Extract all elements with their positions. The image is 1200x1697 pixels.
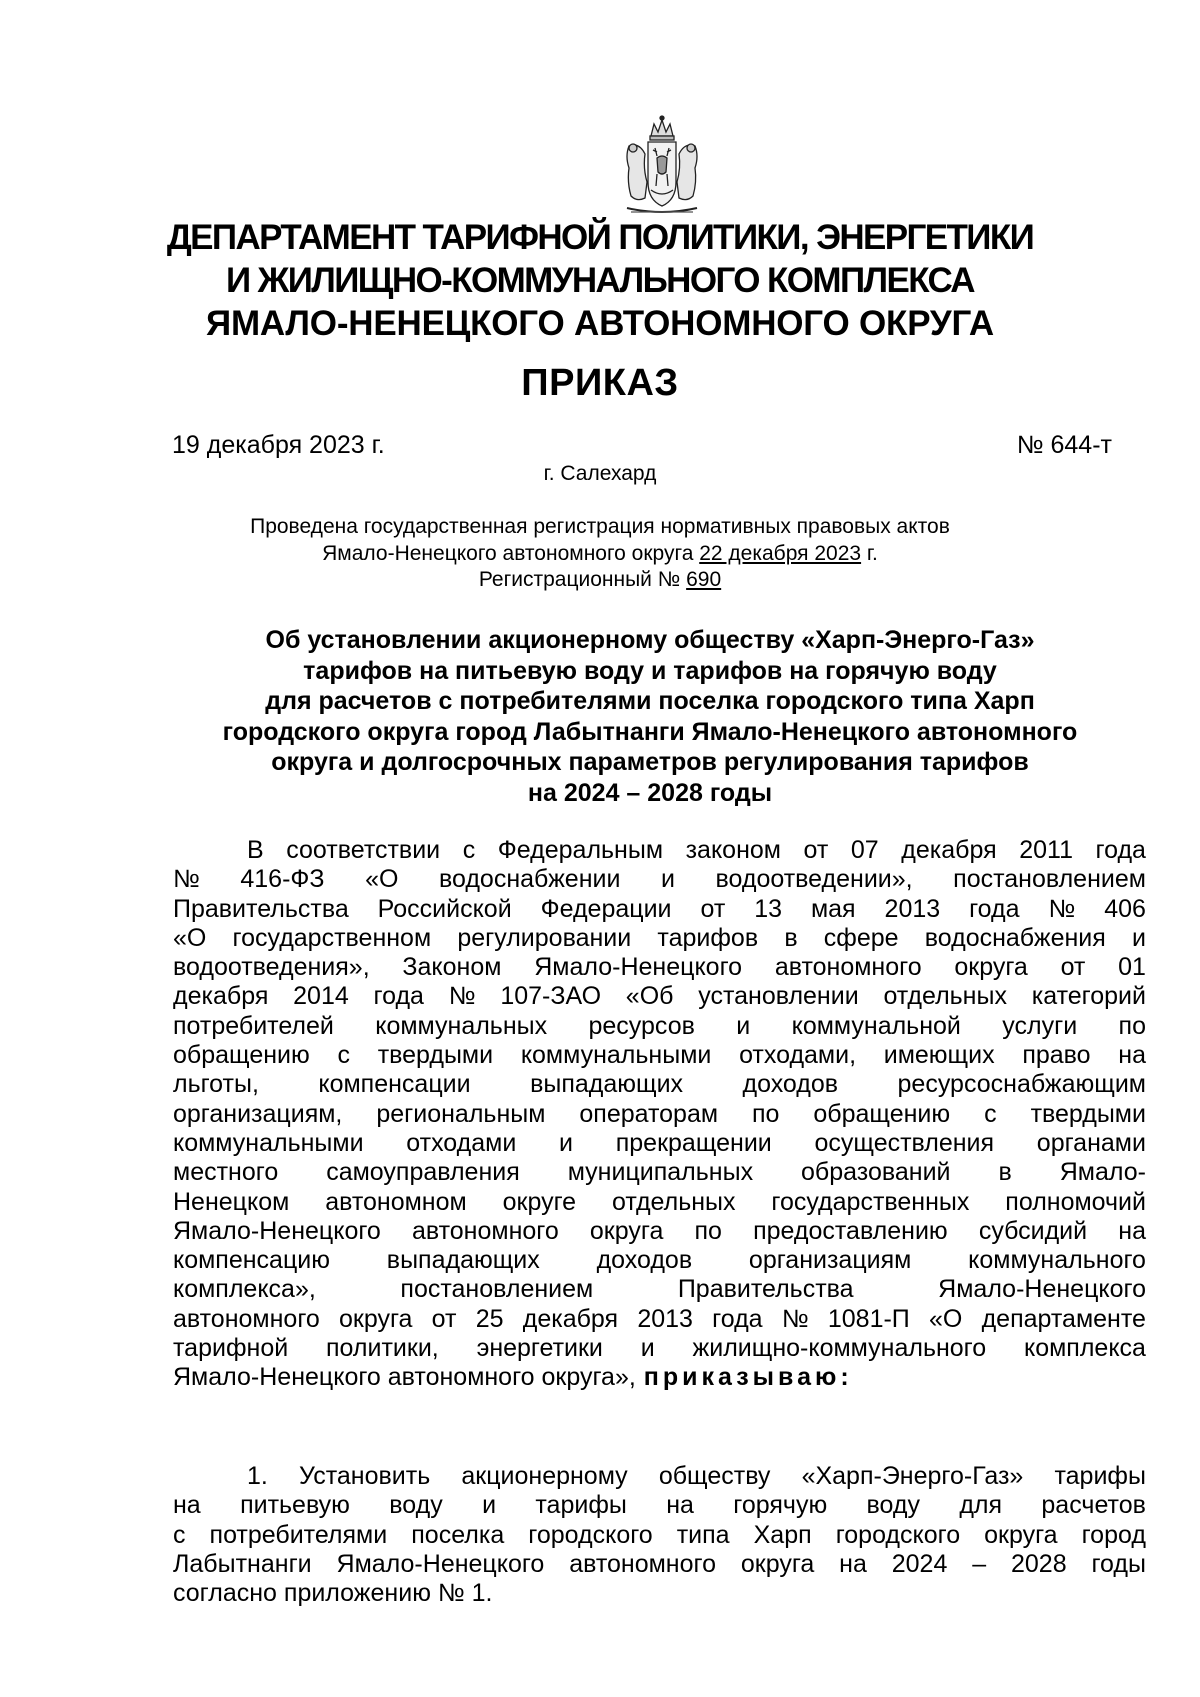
word: расчетов [1041,1491,1146,1520]
word: с [984,1099,997,1128]
paragraph-last-line [173,1579,1146,1608]
paragraph-line [173,1012,1146,1041]
paragraph-line [173,982,1146,1011]
paragraph-line [173,1217,1146,1246]
word: право [1022,1041,1091,1070]
word: декабря [173,982,269,1011]
order-date: 19 декабря 2023 г. [172,431,385,459]
word: мая [810,894,856,923]
word: на [839,1549,867,1578]
word: комплекса», [173,1275,316,1304]
word: потребителями [209,1520,388,1549]
word: 25 [475,1304,504,1333]
paragraph-line [173,924,1146,953]
word: от [431,1304,457,1333]
word: 2013 [637,1304,693,1333]
word: коммунальными [520,1041,712,1070]
word: коммунального [968,1246,1146,1275]
word: № [1048,894,1076,923]
word: государственном [232,923,432,952]
word: 13 [754,894,783,923]
word: Правительства [173,894,349,923]
word: округа [954,953,1028,982]
word: «Об [625,982,674,1011]
word: постановлением [953,865,1146,894]
word: департаменте [981,1304,1146,1333]
word: на [666,1491,694,1520]
word: и [482,1491,497,1520]
word: коммунальными [173,1128,364,1157]
department-line-2: И ЖИЛИЩНО-КОММУНАЛЬНОГО КОМПЛЕКСА [226,261,974,300]
last-line-text: согласно приложению № 1. [173,1579,493,1608]
word: водоотведении», [715,865,913,894]
word: обращению [173,1041,310,1070]
word: по [694,1216,722,1245]
word: город [1081,1520,1146,1549]
word: Лабытнанги [173,1549,312,1578]
order-subject [160,625,1140,808]
word: округе [502,1187,577,1216]
word: обращению [813,1099,951,1128]
subject-line: тарифов на питьевую воду и тарифов на горячую воду [303,656,997,685]
word: органами [1036,1128,1146,1157]
word: по [1118,1011,1146,1040]
order-item-1-paragraph [173,1462,1146,1608]
word: воду [866,1491,920,1520]
word: коммунальной [791,1011,961,1040]
paragraph-line [173,1070,1146,1099]
word: на [1118,1216,1146,1245]
word: 107-ЗАО [500,982,602,1011]
paragraph-line [173,1305,1146,1334]
word: горячую [733,1491,828,1520]
word: обществу [658,1462,771,1490]
word: воду [389,1491,443,1520]
word: отходами [406,1128,517,1157]
word: региональным [376,1099,546,1128]
word: отдельных [883,982,1007,1011]
word: 1. [247,1462,268,1490]
paragraph-line [173,1129,1146,1158]
word: водоснабжения [924,923,1106,952]
word: года [373,982,424,1011]
word: ресурсов [588,1011,695,1040]
word: потребителей [173,1011,334,1040]
word: № [448,982,476,1011]
word: Российской [377,894,512,923]
word: № [781,1304,809,1333]
word: твердыми [1030,1099,1146,1128]
word: «О [365,865,399,894]
word: 2011 [1019,836,1073,864]
word: округа [589,1216,664,1245]
word: полномочий [1005,1187,1146,1216]
paragraph-line [173,1334,1146,1363]
word: «О [173,923,207,952]
word: на [1118,1041,1146,1070]
paragraph-line [173,953,1146,982]
word: образований [801,1158,951,1187]
word: от [1060,953,1086,982]
word: операторам [579,1099,719,1128]
word: прекращении [615,1128,772,1157]
word: организациям, [173,1099,343,1128]
word: соответствии [286,836,441,864]
registration-note [150,514,1050,594]
word: выпадающих [386,1246,540,1275]
word: жилищно-коммунального [692,1334,987,1363]
word: № [173,865,200,894]
word: в [784,923,798,952]
subject-line: на 2024 – 2028 годы [527,778,773,807]
word: Законом [402,953,502,982]
word: субсидий [978,1216,1088,1245]
word: отдельных [611,1187,736,1216]
word: тарифов [657,923,759,952]
word: льготы, [173,1070,259,1099]
word: 2013 [884,894,941,923]
word: компенсацию [173,1246,330,1275]
paragraph-line [173,1550,1146,1579]
word: городского [528,1520,653,1549]
department-line-1: ДЕПАРТАМЕНТ ТАРИФНОЙ ПОЛИТИКИ, ЭНЕРГЕТИКИ [166,218,1034,257]
word: 2024 [891,1549,948,1578]
word: декабря [901,836,997,864]
order-number: № 644-т [1016,431,1112,459]
word: по [752,1099,780,1128]
word: и [559,1128,573,1157]
word: осуществления [814,1128,995,1157]
order-city: г. Салехард [543,462,657,485]
word: года [1095,836,1146,864]
word: с [337,1041,350,1070]
word: акционерному [461,1462,628,1490]
word: года [969,894,1020,923]
word: округа [740,1549,815,1578]
word: – [972,1549,987,1578]
word: Ненецком [173,1187,290,1216]
word: В [247,836,264,864]
word: коммунальных [375,1011,548,1040]
subject-line: округа и долгосрочных параметров регулирования тарифов [271,748,1029,776]
registration-number-label: Регистрационный № [478,568,687,591]
subject-line: Об установлении акционерному обществу «Харп-Энерго-Газ» [265,626,1035,654]
registration-line-2-suffix: г. [861,541,878,565]
word: Ямало- [1059,1158,1146,1187]
word: и [1131,923,1146,952]
word: доходов [596,1246,693,1275]
word: установлении [698,982,859,1011]
registration-line-3 [150,567,1050,594]
word: поселка [411,1520,505,1549]
word: местного [173,1158,279,1187]
word: законом [685,836,781,864]
word: для [959,1491,1003,1520]
paragraph-last-line [173,1363,1146,1392]
word: года [712,1304,763,1333]
word: муниципальных [567,1158,754,1187]
registration-number: 690 [686,568,722,591]
preamble-paragraph [173,836,1146,1393]
word: автономном [325,1187,467,1216]
paragraph-line [173,1041,1146,1070]
word: имеющих [883,1041,995,1070]
word: организациям [748,1246,912,1275]
word: отходами, [739,1041,857,1070]
word: самоуправления [326,1158,520,1187]
word: 2014 [293,982,349,1011]
word: 07 [850,836,879,864]
word: 1081-П [827,1304,910,1333]
word: автономного [774,953,922,982]
word: и [661,865,675,894]
paragraph-line [173,895,1146,924]
word: предоставлению [753,1216,948,1245]
coat-of-arms-icon [621,112,703,218]
word: 01 [1118,953,1146,982]
word: государственных [771,1187,970,1216]
word: ресурсоснабжающим [897,1070,1146,1099]
document-type-title: ПРИКАЗ [521,362,679,404]
paragraph-line [173,1158,1146,1187]
word: 2028 [1010,1549,1067,1578]
word: услуги [1002,1011,1078,1040]
word: энергетики [476,1334,603,1363]
word: Ямало-Ненецкого [534,953,743,982]
registration-line-1: Проведена государственная регистрация нормативных правовых актов [250,515,950,538]
word: комплекса [1024,1334,1146,1363]
word: округа [339,1304,413,1333]
word: в [998,1158,1012,1187]
word: типа [676,1520,730,1549]
word: тарифы [535,1491,627,1520]
word: постановлением [400,1275,594,1304]
word: и [736,1011,751,1040]
paragraph-line [173,865,1146,894]
word: водоснабжении [438,865,621,894]
word: 406 [1104,894,1146,923]
word: округа [984,1520,1058,1549]
word: автономного [173,1304,320,1333]
word: тарифной [173,1334,289,1363]
word: категорий [1031,982,1146,1011]
paragraph-line [173,1462,1146,1491]
word: с [173,1520,186,1549]
word: от [803,836,829,864]
word: автономного [569,1549,716,1578]
subject-line: для расчетов с потребителями поселка городского типа Харп [265,687,1035,715]
word: годы [1091,1549,1146,1578]
order-verb: приказываю: [643,1363,853,1392]
paragraph-line [173,1521,1146,1550]
word: «О [929,1304,963,1333]
word: на [173,1491,201,1520]
word: выпадающих [530,1070,684,1099]
last-line-text: Ямало-Ненецкого автономного округа», [173,1363,636,1392]
word: сфере [823,923,899,952]
word: Федеральным [497,836,664,864]
word: Ямало-Ненецкого [336,1549,545,1578]
word: Правительства [677,1275,854,1304]
word: доходов [742,1070,839,1099]
paragraph-line [173,836,1146,865]
department-header [150,216,1050,345]
word: автономного [411,1216,559,1245]
word: Ямало-Ненецкого [173,1216,381,1245]
word: Харп [753,1520,812,1549]
paragraph-line [173,1275,1146,1304]
word: Федерации [540,894,672,923]
word: регулировании [457,923,632,952]
word: от [700,894,726,923]
word: Установить [299,1462,431,1490]
word: городского [835,1520,961,1549]
registration-date: 22 декабря 2023 [699,541,862,565]
paragraph-line [173,1246,1146,1275]
word: Ямало-Ненецкого [938,1275,1146,1304]
word: 416-ФЗ [240,865,325,894]
word: компенсации [318,1070,471,1099]
word: питьевую [240,1491,350,1520]
subject-line: городского округа город Лабытнанги Ямало-Ненецкого автономного [222,717,1078,746]
paragraph-line [173,1100,1146,1129]
word: декабря [522,1304,619,1333]
paragraph-line [173,1491,1146,1520]
word: политики, [326,1334,439,1363]
word: водоотведения», [173,953,370,982]
registration-line-2 [150,541,1050,568]
word: тарифы [1054,1462,1146,1490]
word: твердыми [377,1041,494,1070]
department-line-3: ЯМАЛО-НЕНЕЦКОГО АВТОНОМНОГО ОКРУГА [206,304,994,343]
paragraph-line [173,1188,1146,1217]
word: с [462,836,476,864]
registration-line-2-text: Ямало-Ненецкого автономного округа [322,541,700,565]
word: и [640,1334,655,1363]
word: «Харп-Энерго-Газ» [801,1462,1024,1490]
